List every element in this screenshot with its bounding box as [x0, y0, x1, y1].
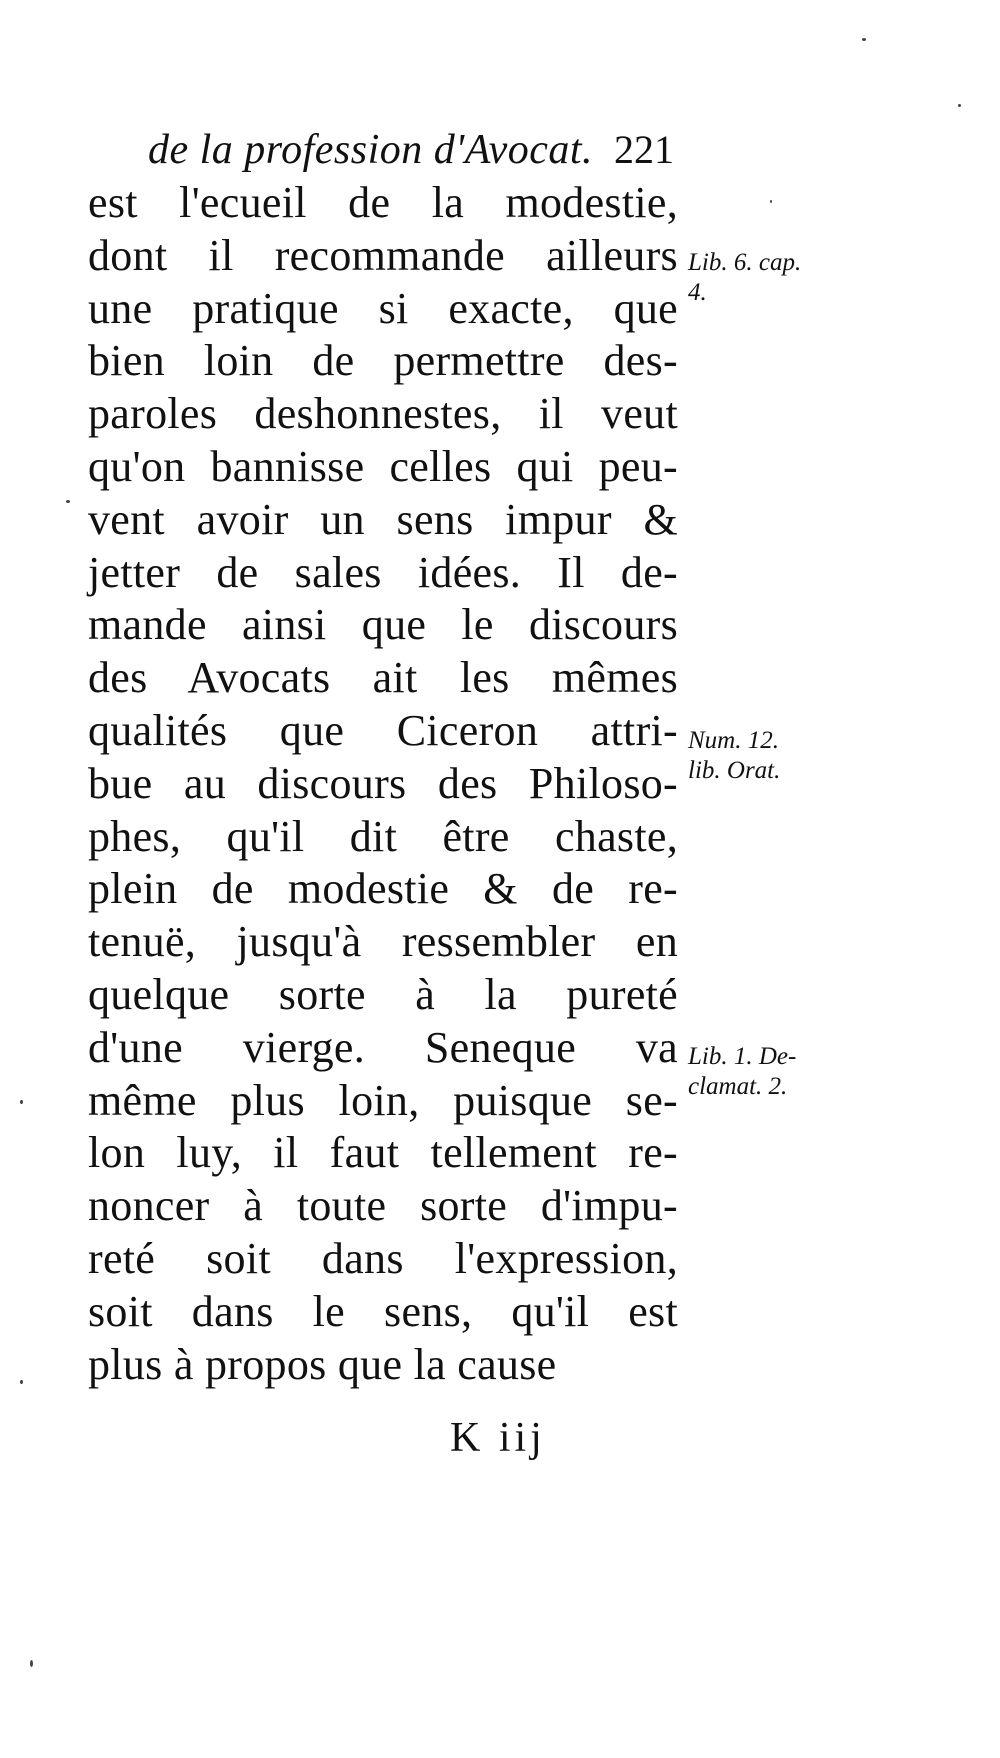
text-line: vent avoir un sens impur & [88, 494, 678, 544]
text-line: même plus loin, puisque se- [88, 1075, 678, 1125]
text-line: phes, qu'il dit être chaste, [88, 811, 678, 861]
text-line: qu'on bannisse celles qui peu- [88, 441, 678, 491]
margin-note [688, 1042, 796, 1102]
margin-note-line: lib. Orat. [688, 757, 781, 784]
paper-speck [20, 1380, 23, 1384]
paper-speck [30, 1660, 33, 1667]
text-line: noncer à toute sorte d'impu- [88, 1181, 678, 1231]
paper-speck [958, 104, 961, 107]
margin-note-line: Lib. 1. De- [688, 1043, 797, 1070]
margin-note-line: 4. [688, 279, 707, 306]
margin-note-line: clamat. 2. [688, 1073, 788, 1100]
margin-note [688, 248, 801, 308]
running-head [90, 120, 680, 180]
text-line: reté soit dans l'expression, [88, 1233, 678, 1283]
text-line: lon luy, il faut tellement re- [88, 1128, 678, 1178]
paper-speck [66, 500, 70, 503]
paper-speck [770, 200, 772, 203]
running-title: de la profession d'Avocat. [148, 127, 594, 173]
text-line: bue au discours des Philoso- [88, 758, 678, 808]
page-number: 221 [614, 127, 674, 172]
signature-mark: K iij [450, 1415, 546, 1461]
text-line: plus à propos que la cause [88, 1339, 557, 1389]
paper-speck [20, 1100, 23, 1104]
text-line: est l'ecueil de la modestie, [88, 178, 678, 227]
text-line: plein de modestie & de re- [88, 864, 678, 914]
body-text [88, 177, 678, 1391]
margin-note-line: Lib. 6. cap. [688, 249, 802, 276]
text-line: une pratique si exacte, que [88, 283, 678, 333]
text-line: bien loin de permettre des- [88, 336, 678, 386]
text-line: jetter de sales idées. Il de- [88, 547, 678, 597]
text-line: paroles deshonnestes, il veut [88, 389, 678, 439]
paper-speck [862, 38, 866, 41]
text-line: mande ainsi que le discours [88, 600, 678, 650]
text-line: soit dans le sens, qu'il est [88, 1286, 678, 1336]
text-line: dont il recommande ailleurs [88, 230, 678, 280]
text-line: tenuë, jusqu'à ressembler en [88, 917, 678, 967]
margin-note-line: Num. 12. [688, 727, 779, 754]
text-line: d'une vierge. Seneque va [88, 1022, 678, 1072]
text-line: qualités que Ciceron attri- [88, 705, 678, 755]
text-line: des Avocats ait les mêmes [88, 653, 678, 703]
margin-note [688, 726, 780, 786]
text-line: quelque sorte à la pureté [88, 969, 678, 1019]
